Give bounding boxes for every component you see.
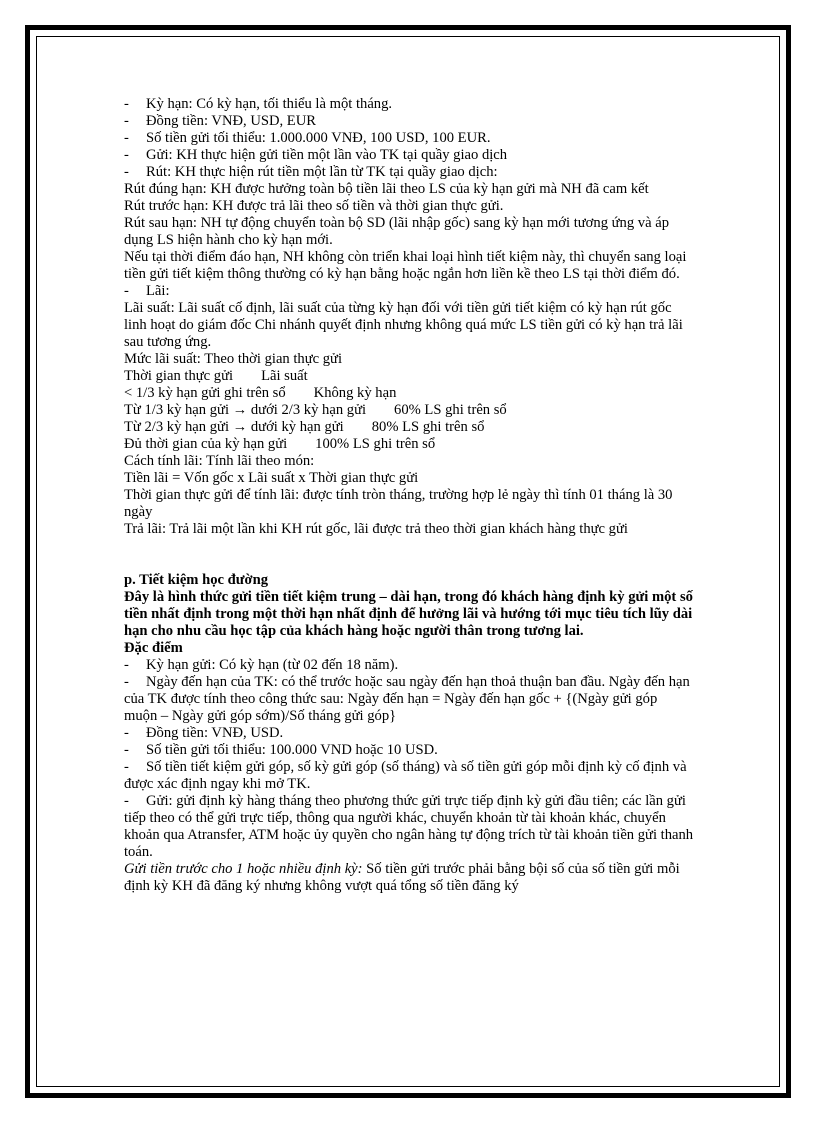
bullet-dong-tien: - Đồng tiền: VNĐ, USD, EUR <box>124 113 316 129</box>
para-thoi-gian-tinh-lai: Thời gian thực gửi để tính lãi: được tính tròn tháng, trường hợp lẻ ngày thì tính 01 tháng là 30 ngày <box>124 487 673 520</box>
section-intro: Đây là hình thức gửi tiền tiết kiệm trung – dài hạn, trong đó khách hàng định kỳ gửi một số tiền nhất định trong một thời hạn nhất định để hưởng lãi và hướng tới mục tiêu tích lũy dài hạn cho nhu cầu học tập của khách hàng hoặc người thân trong tương lai. <box>124 589 693 639</box>
rate-table-header: Thời gian thực gửi Lãi suất <box>124 368 308 384</box>
feature-so-tien-toi-thieu: - Số tiền gửi tối thiểu: 100.000 VND hoặc 10 USD. <box>124 742 438 758</box>
rate-table-row: Từ 2/3 kỳ hạn gửi → dưới kỳ hạn gửi 80% LS ghi trên sổ <box>124 419 485 435</box>
rate-table-row: < 1/3 kỳ hạn gửi ghi trên sổ Không kỳ hạn <box>124 385 397 401</box>
para-rut-sau-han: Rút sau hạn: NH tự động chuyển toàn bộ SD (lãi nhập gốc) sang kỳ hạn mới tương ứng và áp dụng LS hiện hành cho kỳ hạn mới. <box>124 215 669 248</box>
rate-table-row: Từ 1/3 kỳ hạn gửi → dưới 2/3 kỳ hạn gửi 60% LS ghi trên sổ <box>124 402 507 418</box>
bullet-ky-han: - Kỳ hạn: Có kỳ hạn, tối thiểu là một tháng. <box>124 96 393 112</box>
rate-table-row: Đủ thời gian của kỳ hạn gửi 100% LS ghi trên sổ <box>124 436 436 452</box>
para-rut-dung-han: Rút đúng hạn: KH được hưởng toàn bộ tiền lãi theo LS của kỳ hạn gửi mà NH đã cam kết <box>124 181 649 197</box>
para-rut-truoc-han: Rút trước hạn: KH được trả lãi theo số tiền và thời gian thực gửi. <box>124 198 504 214</box>
feature-ky-han-gui: - Kỳ hạn gửi: Có kỳ hạn (từ 02 đến 18 năm). <box>124 657 399 673</box>
para-gui-tien-truoc: Gửi tiền trước cho 1 hoặc nhiều định kỳ: Số tiền gửi trước phải bằng bội số của số tiền gửi mỗi định kỳ KH đã đăng ký nhưng không vượt quá tổng số tiền đăng ký <box>124 861 680 894</box>
section-heading-p: p. Tiết kiệm học đường <box>124 572 269 588</box>
line-cach-tinh-lai: Cách tính lãi: Tính lãi theo món: <box>124 453 315 469</box>
bullet-rut: - Rút: KH thực hiện rút tiền một lần từ TK tại quầy giao dịch: <box>124 164 498 180</box>
bullet-gui: - Gửi: KH thực hiện gửi tiền một lần vào TK tại quầy giao dịch <box>124 147 508 163</box>
document-body <box>124 96 694 895</box>
para-tra-lai: Trả lãi: Trả lãi một lần khi KH rút gốc, lãi được trả theo thời gian khách hàng thực gửi <box>124 521 628 537</box>
para-dao-han: Nếu tại thời điểm đáo hạn, NH không còn triển khai loại hình tiết kiệm này, thì chuyển sang loại tiền gửi tiết kiệm thông thường có kỳ hạn bằng hoặc ngắn hơn liền kề theo LS tại thời điểm đó. <box>124 249 687 282</box>
bullet-lai: - Lãi: <box>124 283 170 299</box>
features-title: Đặc điểm <box>124 640 183 656</box>
line-cong-thuc-tien-lai: Tiền lãi = Vốn gốc x Lãi suất x Thời gian thực gửi <box>124 470 419 486</box>
para-lai-suat: Lãi suất: Lãi suất cố định, lãi suất của từng kỳ hạn đối với tiền gửi tiết kiệm có kỳ hạn rút gốc linh hoạt do giám đốc Chi nhánh quyết định nhưng không quá mức LS tiền gửi có kỳ hạn trả lãi sau tương ứng. <box>124 300 683 350</box>
line-muc-lai-suat: Mức lãi suất: Theo thời gian thực gửi <box>124 351 343 367</box>
feature-ngay-den-han: - Ngày đến hạn của TK: có thể trước hoặc sau ngày đến hạn thoả thuận ban đầu. Ngày đến hạn của TK được tính theo công thức sau: Ngày đến hạn = Ngày đến hạn gốc + {(Ngày gửi góp muộn – Ngày gửi góp sớm)/Số tháng gửi góp} <box>124 674 690 724</box>
feature-gui: - Gửi: gửi định kỳ hàng tháng theo phương thức gửi trực tiếp định kỳ gửi đầu tiên; các lần gửi tiếp theo có thể gửi trực tiếp, thông qua người khác, chuyển khoản từ tài khoản khác, chuyển khoản qua Atransfer, ATM hoặc ủy quyền cho ngân hàng tự động trích từ tài khoản tiền gửi thanh toán. <box>124 793 694 860</box>
feature-dong-tien: - Đồng tiền: VNĐ, USD. <box>124 725 284 741</box>
bullet-so-tien-toi-thieu: - Số tiền gửi tối thiểu: 1.000.000 VNĐ, 100 USD, 100 EUR. <box>124 130 491 146</box>
feature-so-tien-gui-gop: - Số tiền tiết kiệm gửi góp, số kỳ gửi góp (số tháng) và số tiền gửi góp mỗi định kỳ cố định và được xác định ngay khi mở TK. <box>124 759 687 792</box>
